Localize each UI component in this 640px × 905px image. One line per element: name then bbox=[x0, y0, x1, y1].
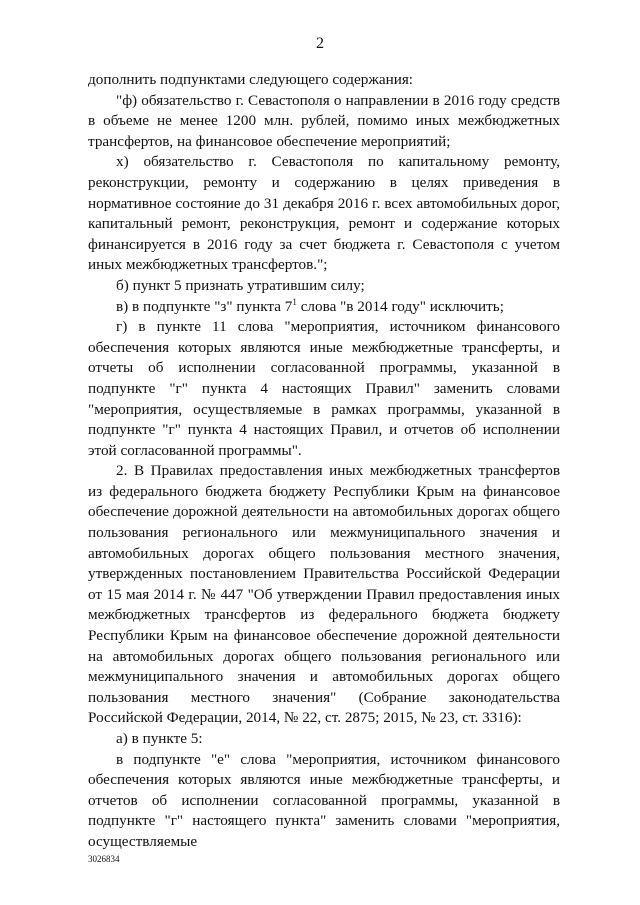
superscript-mark: 1 bbox=[292, 296, 297, 307]
page-number: 2 bbox=[316, 35, 324, 52]
paragraph-item-v bbox=[88, 297, 560, 318]
paragraph-item-v-part2: слова "в 2014 году" исключить; bbox=[296, 297, 504, 315]
paragraph-intro: дополнить подпунктами следующего содержания: bbox=[88, 71, 414, 88]
paragraph-item-g: г) в пункте 11 слова "мероприятия, источником финансового обеспечения которых являются иные межбюджетные трансферты, и отчеты об исполнении согласованной программы, указанной в подпункте "г" пункта 4 настоящих Правил" заменить словами "мероприятия, осуществляемые в рамках программы, указанной в подпункте "г" пункта 4 настоящих Правил, и отчетов об исполнении этой согласованной программы". bbox=[88, 318, 560, 459]
paragraph-item-b: б) пункт 5 признать утратившим силу; bbox=[116, 276, 365, 294]
paragraph-section-2: 2. В Правилах предоставления иных межбюджетных трансфертов из федерального бюджета бюджету Республики Крым на финансовое обеспечение дорожной деятельности на автомобильных дорогах общего пользования регионального или межмуниципального значения и автомобильных дорогах общего пользования местного значения, утвержденных постановлением Правительства Российской Федерации от 15 мая 2014 г. № 447 "Об утверждении Правил предоставления иных межбюджетных трансфертов из федерального бюджета бюджету Республики Крым на финансовое обеспечение дорожной деятельности на автомобильных дорогах общего пользования регионального или межмуниципального значения и автомобильных дорогах общего пользования местного значения" (Собрание законодательства Российской Федерации, 2014, № 22, ст. 2875; 2015, № 23, ст. 3316): bbox=[88, 462, 560, 727]
document-id: 3026834 bbox=[88, 854, 120, 864]
paragraph-subpoint-e: в подпункте "е" слова "мероприятия, источником финансового обеспечения которых являются иные межбюджетные трансферты, и отчетов об исполнении согласованной программы, указанной в подпункте "г" настоящего пункта" заменить словами "мероприятия, осуществляемые bbox=[88, 750, 560, 850]
paragraph-subpoint-f: "ф) обязательство г. Севастополя о направлении в 2016 году средств в объеме не менее 1200 млн. рублей, помимо иных межбюджетных трансфертов, на финансовое обеспечение мероприятий; bbox=[88, 91, 560, 150]
document-body bbox=[88, 70, 560, 853]
paragraph-subpoint-h: х) обязательство г. Севастополя по капитальному ремонту, реконструкции, ремонту и содержанию в целях приведения в нормативное состояние до 31 декабря 2016 г. всех автомобильных дорог, капитальный ремонт, реконструкция, ремонт и содержание которых финансируется в 2016 году за счет бюджета г. Севастополя с учетом иных межбюджетных трансфертов."; bbox=[88, 153, 560, 274]
paragraph-item-v-part1: в) в подпункте "з" пункта 7 bbox=[116, 297, 293, 315]
paragraph-item-a: а) в пункте 5: bbox=[116, 730, 203, 747]
